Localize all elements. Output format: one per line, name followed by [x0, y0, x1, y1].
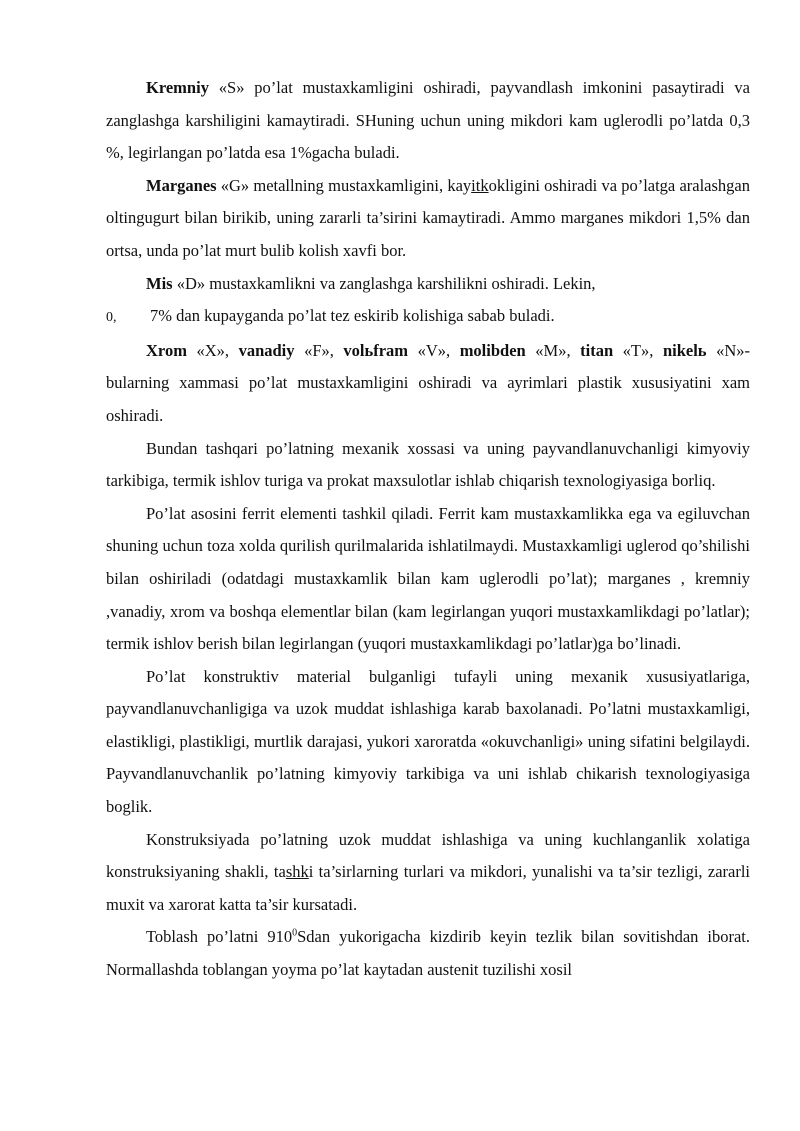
paragraph-konstruksiyada [106, 824, 750, 922]
paragraph-text: «X», [186, 340, 239, 360]
paragraph-text: «G» metallning mustaxkamligini, kay [216, 175, 472, 195]
underlined-text: itk [471, 175, 489, 195]
term-molibden: molibden [459, 340, 526, 360]
term-marganes: Marganes [146, 175, 217, 195]
paragraph-bundan: Bundan tashqari po’latning mexanik xossasi va uning payvandlanuvchanligi kimyoviy tarkibiga, termik ishlov turiga va prokat maxsulotlar ishlab chiqarish texnologiyasiga borliq. [106, 438, 750, 491]
paragraph-mis [106, 268, 750, 301]
paragraph-text: «T», [613, 340, 663, 360]
underlined-text: shk [285, 862, 309, 882]
paragraph-text: «D» mustaxkamlikni va zanglashga karshilikni oshiradi. Lekin, [172, 273, 596, 293]
paragraph-text: «S» po’lat mustaxkamligini oshiradi, payvandlash imkonini pasaytiradi va zanglashga karshiligini kamaytiradi. SHuning uchun uning mikdori kam uglerodli po’latda 0,3 %, legirlangan po’latda esa 1%gacha buladi. [106, 78, 750, 163]
paragraph-text: Sdan yukorigacha kizdirib keyin tezlik bilan sovitishdan iborat. Normallashda toblangan yoyma po’lat kaytadan austenit tuzilishi xosil [106, 927, 751, 980]
paragraph-ferrit: Po’lat asosini ferrit elementi tashkil qiladi. Ferrit kam mustaxkamlikka ega va egiluvchan shuning uchun toza xolda qurilish qurilmalarida ishlatilmaydi. Mustaxkamligi uglerod qo’shilishi bilan oshiriladi (odatdagi mustaxkamlik bilan kam uglerodli po’lat); marganes , kremniy ,vanadiy, xrom va boshqa elementlar bilan (kam legirlangan yuqori mustaxkamlikdagi po’latlar); termik ishlov berish bilan legirlangan (yuqori mustaxkamlikdagi po’latlar)ga bo’linadi. [106, 503, 750, 654]
paragraph-text: Toblash po’latni 910 [146, 927, 293, 947]
term-volfram: volьfram [343, 340, 409, 360]
term-xrom: Xrom [146, 340, 187, 360]
term-titan: titan [580, 340, 614, 360]
paragraph-text: i ta’sirlarning turlari va mikdori, yunalishi va ta’sir tezligi, zararli muxit va xarorat katta ta’sir kursatadi. [106, 862, 751, 914]
paragraph-text: 7% dan kupayganda po’lat tez eskirib kolishiga sabab buladi. [150, 306, 555, 326]
paragraph-text: Konstruksiyada po’latning uzok muddat ishlashiga va uning kuchlanganlik xolatiga konstruksiyaning shakli, ta [106, 829, 750, 882]
superscript-degree: 0 [292, 927, 298, 939]
paragraph-toblash [106, 921, 750, 986]
paragraph-mis-continuation [106, 300, 750, 335]
term-vanadiy: vanadiy [238, 340, 295, 360]
paragraph-text: «V», [408, 340, 460, 360]
stray-number: 0, [106, 310, 117, 326]
term-mis: Mis [146, 273, 173, 293]
term-kremniy: Kremniy [146, 78, 209, 97]
term-nikel: nikelь [662, 340, 707, 360]
paragraph-text: «F», [294, 340, 344, 360]
paragraph-text: «N»- bularning xammasi po’lat mustaxkamligini oshiradi va ayrimlari plastik xususiyatini xam oshiradi. [106, 340, 750, 425]
paragraph-text: «M», [525, 340, 581, 360]
paragraph-marganes [106, 170, 750, 268]
paragraph-text: okligini oshiradi va po’latga aralashgan oltingugurt bilan birikib, uning zararli ta’sirini kamaytiradi. Ammo marganes mikdori 1,5% dan ortsa, unda po’lat murt bulib kolish xavfi bor. [106, 175, 750, 260]
paragraph-alloying-elements [106, 335, 750, 433]
paragraph-konstruktiv-material: Po’lat konstruktiv material bulganligi tufayli uning mexanik xususiyatlariga, payvandlanuvchanligiga va uzok muddat ishlashiga karab baxolanadi. Po’latni mustaxkamligi, elastikligi, plastikligi, murtlik darajasi, yukori xaroratda «okuvchanligi» uning sifatini belgilaydi. Payvandlanuvchanlik po’latning kimyoviy tarkibiga va uni ishlab chikarish texnologiyasiga boglik. [106, 666, 750, 817]
paragraph-kremniy [106, 72, 750, 170]
